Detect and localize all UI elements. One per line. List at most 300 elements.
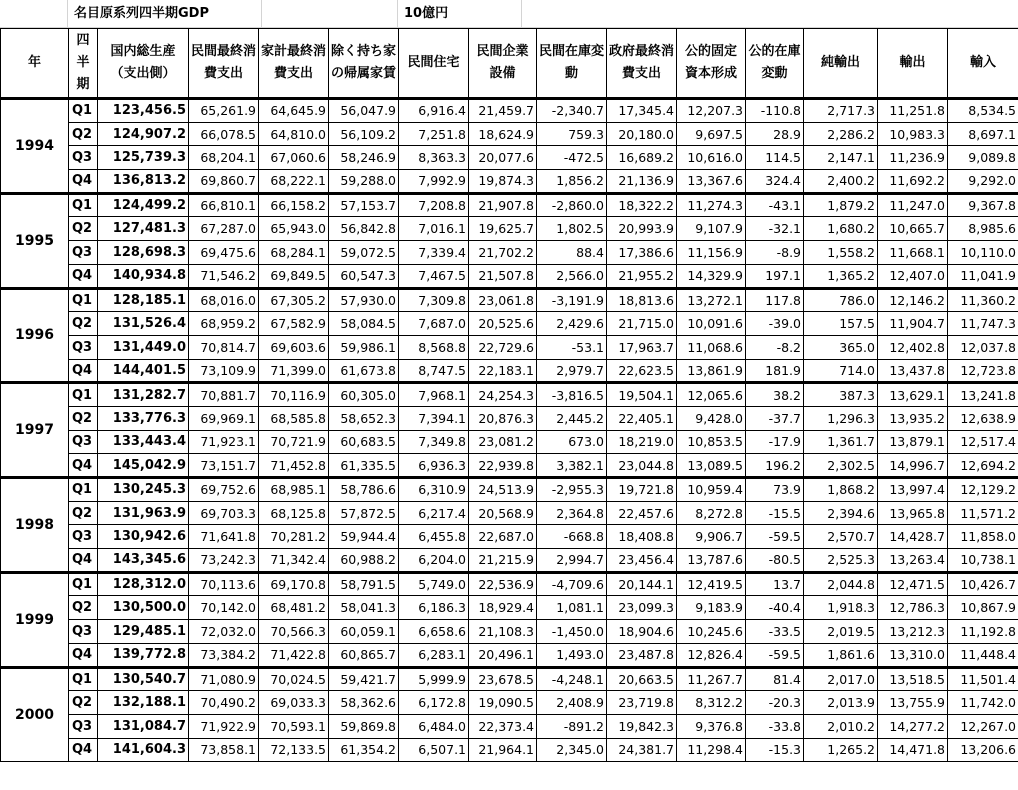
value-cell[interactable]: 71,452.8 (259, 454, 329, 478)
header-government-consumption[interactable]: 政府最終消費支出 (607, 29, 677, 99)
value-cell[interactable]: 13,965.8 (878, 501, 948, 525)
value-cell[interactable]: -43.1 (746, 193, 804, 217)
value-cell[interactable]: 6,217.4 (399, 501, 469, 525)
value-cell[interactable]: 1,918.3 (804, 596, 878, 620)
value-cell[interactable]: 2,013.9 (804, 691, 878, 715)
value-cell[interactable]: 61,354.2 (329, 738, 399, 762)
header-exports[interactable]: 輸出 (878, 29, 948, 99)
value-cell[interactable]: 64,810.0 (259, 122, 329, 146)
gdp-value-cell[interactable]: 136,813.2 (98, 170, 189, 194)
value-cell[interactable]: 1,802.5 (537, 217, 607, 241)
gdp-value-cell[interactable]: 128,698.3 (98, 241, 189, 265)
value-cell[interactable]: -33.5 (746, 620, 804, 644)
value-cell[interactable]: 2,019.5 (804, 620, 878, 644)
quarter-cell[interactable]: Q3 (69, 146, 98, 170)
value-cell[interactable]: 70,116.9 (259, 383, 329, 407)
value-cell[interactable]: 67,582.9 (259, 312, 329, 336)
value-cell[interactable]: 13,212.3 (878, 620, 948, 644)
value-cell[interactable]: 68,222.1 (259, 170, 329, 194)
value-cell[interactable]: 2,570.7 (804, 525, 878, 549)
quarter-cell[interactable]: Q2 (69, 122, 98, 146)
value-cell[interactable]: 8,363.3 (399, 146, 469, 170)
value-cell[interactable]: 73,384.2 (189, 643, 259, 667)
value-cell[interactable]: 5,749.0 (399, 572, 469, 596)
value-cell[interactable]: 28.9 (746, 122, 804, 146)
value-cell[interactable]: 19,721.8 (607, 478, 677, 502)
value-cell[interactable]: 12,207.3 (677, 99, 746, 123)
value-cell[interactable]: 70,566.3 (259, 620, 329, 644)
value-cell[interactable]: 12,037.8 (948, 335, 1018, 359)
value-cell[interactable]: 1,265.2 (804, 738, 878, 762)
value-cell[interactable]: 57,153.7 (329, 193, 399, 217)
value-cell[interactable]: 2,979.7 (537, 359, 607, 383)
gdp-value-cell[interactable]: 128,312.0 (98, 572, 189, 596)
value-cell[interactable]: 2,400.2 (804, 170, 878, 194)
value-cell[interactable]: 1,868.2 (804, 478, 878, 502)
value-cell[interactable]: 81.4 (746, 667, 804, 691)
value-cell[interactable]: 71,546.2 (189, 264, 259, 288)
gdp-value-cell[interactable]: 131,963.9 (98, 501, 189, 525)
quarter-cell[interactable]: Q1 (69, 99, 98, 123)
value-cell[interactable]: 387.3 (804, 383, 878, 407)
value-cell[interactable]: 10,245.6 (677, 620, 746, 644)
value-cell[interactable]: 18,408.8 (607, 525, 677, 549)
value-cell[interactable]: -20.3 (746, 691, 804, 715)
value-cell[interactable]: 69,849.5 (259, 264, 329, 288)
value-cell[interactable]: 13,755.9 (878, 691, 948, 715)
value-cell[interactable]: 1,861.6 (804, 643, 878, 667)
value-cell[interactable]: 61,335.5 (329, 454, 399, 478)
value-cell[interactable]: 1,856.2 (537, 170, 607, 194)
value-cell[interactable]: 6,455.8 (399, 525, 469, 549)
value-cell[interactable]: 11,068.6 (677, 335, 746, 359)
quarter-cell[interactable]: Q1 (69, 383, 98, 407)
gdp-value-cell[interactable]: 132,188.1 (98, 691, 189, 715)
value-cell[interactable]: 13,241.8 (948, 383, 1018, 407)
value-cell[interactable]: 20,876.3 (469, 406, 537, 430)
value-cell[interactable]: 324.4 (746, 170, 804, 194)
value-cell[interactable]: 13,263.4 (878, 549, 948, 573)
value-cell[interactable]: 66,810.1 (189, 193, 259, 217)
value-cell[interactable]: 59,421.7 (329, 667, 399, 691)
value-cell[interactable]: 72,032.0 (189, 620, 259, 644)
value-cell[interactable]: -110.8 (746, 99, 804, 123)
quarter-cell[interactable]: Q4 (69, 170, 98, 194)
value-cell[interactable]: 3,382.1 (537, 454, 607, 478)
quarter-cell[interactable]: Q2 (69, 691, 98, 715)
value-cell[interactable]: 19,874.3 (469, 170, 537, 194)
value-cell[interactable]: 68,585.8 (259, 406, 329, 430)
header-private-residential[interactable]: 民間住宅 (399, 29, 469, 99)
value-cell[interactable]: 69,969.1 (189, 406, 259, 430)
year-cell[interactable]: 1995 (1, 193, 69, 288)
value-cell[interactable]: 60,305.0 (329, 383, 399, 407)
value-cell[interactable]: 9,367.8 (948, 193, 1018, 217)
value-cell[interactable]: 8,534.5 (948, 99, 1018, 123)
value-cell[interactable]: 19,842.3 (607, 714, 677, 738)
value-cell[interactable]: 12,826.4 (677, 643, 746, 667)
quarter-cell[interactable]: Q4 (69, 264, 98, 288)
value-cell[interactable]: 7,309.8 (399, 288, 469, 312)
value-cell[interactable]: 2,147.1 (804, 146, 878, 170)
value-cell[interactable]: 7,208.8 (399, 193, 469, 217)
value-cell[interactable]: 60,059.1 (329, 620, 399, 644)
value-cell[interactable]: 68,204.1 (189, 146, 259, 170)
header-private-inventory[interactable]: 民間在庫変動 (537, 29, 607, 99)
value-cell[interactable]: 18,624.9 (469, 122, 537, 146)
value-cell[interactable]: 20,496.1 (469, 643, 537, 667)
gdp-value-cell[interactable]: 143,345.6 (98, 549, 189, 573)
value-cell[interactable]: 12,723.8 (948, 359, 1018, 383)
value-cell[interactable]: 20,663.5 (607, 667, 677, 691)
value-cell[interactable]: 23,487.8 (607, 643, 677, 667)
value-cell[interactable]: 23,061.8 (469, 288, 537, 312)
value-cell[interactable]: 70,113.6 (189, 572, 259, 596)
value-cell[interactable]: 69,033.3 (259, 691, 329, 715)
value-cell[interactable]: 21,459.7 (469, 99, 537, 123)
value-cell[interactable]: 71,080.9 (189, 667, 259, 691)
value-cell[interactable]: 69,475.6 (189, 241, 259, 265)
value-cell[interactable]: 7,339.4 (399, 241, 469, 265)
value-cell[interactable]: 6,310.9 (399, 478, 469, 502)
value-cell[interactable]: 88.4 (537, 241, 607, 265)
value-cell[interactable]: 8,568.8 (399, 335, 469, 359)
value-cell[interactable]: 2,525.3 (804, 549, 878, 573)
value-cell[interactable]: 11,247.0 (878, 193, 948, 217)
value-cell[interactable]: 60,865.7 (329, 643, 399, 667)
value-cell[interactable]: 22,939.8 (469, 454, 537, 478)
value-cell[interactable]: 2,017.0 (804, 667, 878, 691)
value-cell[interactable]: 10,110.0 (948, 241, 1018, 265)
value-cell[interactable]: 2,717.3 (804, 99, 878, 123)
value-cell[interactable]: 65,261.9 (189, 99, 259, 123)
header-private-consumption[interactable]: 民間最終消費支出 (189, 29, 259, 99)
header-private-nonresidential[interactable]: 民間企業設備 (469, 29, 537, 99)
quarter-cell[interactable]: Q4 (69, 454, 98, 478)
value-cell[interactable]: 72,133.5 (259, 738, 329, 762)
year-cell[interactable]: 1994 (1, 99, 69, 194)
value-cell[interactable]: 2,445.2 (537, 406, 607, 430)
value-cell[interactable]: 7,968.1 (399, 383, 469, 407)
value-cell[interactable]: 56,047.9 (329, 99, 399, 123)
value-cell[interactable]: -891.2 (537, 714, 607, 738)
value-cell[interactable]: 13,272.1 (677, 288, 746, 312)
gdp-value-cell[interactable]: 141,604.3 (98, 738, 189, 762)
value-cell[interactable]: 8,312.2 (677, 691, 746, 715)
value-cell[interactable]: 22,457.6 (607, 501, 677, 525)
value-cell[interactable]: -59.5 (746, 525, 804, 549)
value-cell[interactable]: 21,702.2 (469, 241, 537, 265)
value-cell[interactable]: 21,715.0 (607, 312, 677, 336)
value-cell[interactable]: 67,305.2 (259, 288, 329, 312)
value-cell[interactable]: -4,709.6 (537, 572, 607, 596)
value-cell[interactable]: 59,072.5 (329, 241, 399, 265)
value-cell[interactable]: 13,879.1 (878, 430, 948, 454)
value-cell[interactable]: -17.9 (746, 430, 804, 454)
value-cell[interactable]: 6,186.3 (399, 596, 469, 620)
value-cell[interactable]: 12,471.5 (878, 572, 948, 596)
value-cell[interactable]: 56,842.8 (329, 217, 399, 241)
header-year[interactable]: 年 (1, 29, 69, 99)
header-public-inventory[interactable]: 公的在庫変動 (746, 29, 804, 99)
value-cell[interactable]: 10,867.9 (948, 596, 1018, 620)
value-cell[interactable]: 12,694.2 (948, 454, 1018, 478)
value-cell[interactable]: 2,408.9 (537, 691, 607, 715)
value-cell[interactable]: 714.0 (804, 359, 878, 383)
value-cell[interactable]: 20,525.6 (469, 312, 537, 336)
value-cell[interactable]: 24,513.9 (469, 478, 537, 502)
value-cell[interactable]: 23,678.5 (469, 667, 537, 691)
quarter-cell[interactable]: Q1 (69, 667, 98, 691)
value-cell[interactable]: 11,192.8 (948, 620, 1018, 644)
value-cell[interactable]: 13,310.0 (878, 643, 948, 667)
quarter-cell[interactable]: Q1 (69, 572, 98, 596)
year-cell[interactable]: 1998 (1, 478, 69, 573)
quarter-cell[interactable]: Q2 (69, 501, 98, 525)
value-cell[interactable]: 6,204.0 (399, 549, 469, 573)
value-cell[interactable]: 19,504.1 (607, 383, 677, 407)
gdp-value-cell[interactable]: 130,942.6 (98, 525, 189, 549)
value-cell[interactable]: 22,405.1 (607, 406, 677, 430)
value-cell[interactable]: -3,816.5 (537, 383, 607, 407)
value-cell[interactable]: 12,129.2 (948, 478, 1018, 502)
quarter-cell[interactable]: Q1 (69, 193, 98, 217)
value-cell[interactable]: 71,342.4 (259, 549, 329, 573)
value-cell[interactable]: -40.4 (746, 596, 804, 620)
value-cell[interactable]: 14,428.7 (878, 525, 948, 549)
value-cell[interactable]: 8,697.1 (948, 122, 1018, 146)
value-cell[interactable]: 1,296.3 (804, 406, 878, 430)
value-cell[interactable]: 12,638.9 (948, 406, 1018, 430)
value-cell[interactable]: 114.5 (746, 146, 804, 170)
value-cell[interactable]: 5,999.9 (399, 667, 469, 691)
quarter-cell[interactable]: Q3 (69, 430, 98, 454)
value-cell[interactable]: -80.5 (746, 549, 804, 573)
quarter-cell[interactable]: Q2 (69, 406, 98, 430)
value-cell[interactable]: 13,935.2 (878, 406, 948, 430)
gdp-value-cell[interactable]: 140,934.8 (98, 264, 189, 288)
value-cell[interactable]: -59.5 (746, 643, 804, 667)
value-cell[interactable]: 673.0 (537, 430, 607, 454)
value-cell[interactable]: 24,254.3 (469, 383, 537, 407)
value-cell[interactable]: 13,997.4 (878, 478, 948, 502)
quarter-cell[interactable]: Q2 (69, 312, 98, 336)
year-cell[interactable]: 1997 (1, 383, 69, 478)
value-cell[interactable]: 9,697.5 (677, 122, 746, 146)
value-cell[interactable]: 1,361.7 (804, 430, 878, 454)
value-cell[interactable]: 1,365.2 (804, 264, 878, 288)
title-cell-empty[interactable] (0, 0, 68, 28)
value-cell[interactable]: 117.8 (746, 288, 804, 312)
value-cell[interactable]: 12,146.2 (878, 288, 948, 312)
value-cell[interactable]: 10,738.1 (948, 549, 1018, 573)
value-cell[interactable]: 24,381.7 (607, 738, 677, 762)
value-cell[interactable]: -472.5 (537, 146, 607, 170)
value-cell[interactable]: 71,641.8 (189, 525, 259, 549)
value-cell[interactable]: 6,172.8 (399, 691, 469, 715)
value-cell[interactable]: 67,287.0 (189, 217, 259, 241)
value-cell[interactable]: 10,091.6 (677, 312, 746, 336)
value-cell[interactable]: 60,988.2 (329, 549, 399, 573)
value-cell[interactable]: 58,786.6 (329, 478, 399, 502)
quarter-cell[interactable]: Q4 (69, 549, 98, 573)
value-cell[interactable]: 17,345.4 (607, 99, 677, 123)
value-cell[interactable]: 68,985.1 (259, 478, 329, 502)
value-cell[interactable]: 22,623.5 (607, 359, 677, 383)
value-cell[interactable]: 18,813.6 (607, 288, 677, 312)
quarter-cell[interactable]: Q1 (69, 478, 98, 502)
value-cell[interactable]: 70,142.0 (189, 596, 259, 620)
gdp-value-cell[interactable]: 139,772.8 (98, 643, 189, 667)
value-cell[interactable]: 18,929.4 (469, 596, 537, 620)
value-cell[interactable]: 8,272.8 (677, 501, 746, 525)
value-cell[interactable]: 6,936.3 (399, 454, 469, 478)
value-cell[interactable]: 10,959.4 (677, 478, 746, 502)
value-cell[interactable]: 11,448.4 (948, 643, 1018, 667)
value-cell[interactable]: 10,426.7 (948, 572, 1018, 596)
quarter-cell[interactable]: Q4 (69, 738, 98, 762)
value-cell[interactable]: 1,081.1 (537, 596, 607, 620)
value-cell[interactable]: 9,089.8 (948, 146, 1018, 170)
value-cell[interactable]: 13,367.6 (677, 170, 746, 194)
quarter-cell[interactable]: Q3 (69, 714, 98, 738)
value-cell[interactable]: 21,507.8 (469, 264, 537, 288)
quarter-cell[interactable]: Q3 (69, 620, 98, 644)
value-cell[interactable]: 7,467.5 (399, 264, 469, 288)
header-excl-imputed-rent[interactable]: 除く持ち家の帰属家賃 (329, 29, 399, 99)
value-cell[interactable]: 20,077.6 (469, 146, 537, 170)
value-cell[interactable]: 11,360.2 (948, 288, 1018, 312)
value-cell[interactable]: 68,481.2 (259, 596, 329, 620)
value-cell[interactable]: 6,507.1 (399, 738, 469, 762)
value-cell[interactable]: 6,484.0 (399, 714, 469, 738)
value-cell[interactable]: 73,858.1 (189, 738, 259, 762)
value-cell[interactable]: 181.9 (746, 359, 804, 383)
value-cell[interactable]: 786.0 (804, 288, 878, 312)
gdp-value-cell[interactable]: 130,500.0 (98, 596, 189, 620)
value-cell[interactable]: 13.7 (746, 572, 804, 596)
value-cell[interactable]: 58,652.3 (329, 406, 399, 430)
value-cell[interactable]: 59,944.4 (329, 525, 399, 549)
gdp-value-cell[interactable]: 144,401.5 (98, 359, 189, 383)
value-cell[interactable]: 68,016.0 (189, 288, 259, 312)
year-cell[interactable]: 2000 (1, 667, 69, 762)
value-cell[interactable]: 12,517.4 (948, 430, 1018, 454)
value-cell[interactable]: 7,251.8 (399, 122, 469, 146)
value-cell[interactable]: -2,860.0 (537, 193, 607, 217)
value-cell[interactable]: 73,151.7 (189, 454, 259, 478)
value-cell[interactable]: 59,869.8 (329, 714, 399, 738)
value-cell[interactable]: 2,044.8 (804, 572, 878, 596)
value-cell[interactable]: 73,242.3 (189, 549, 259, 573)
header-imports[interactable]: 輸入 (948, 29, 1018, 99)
value-cell[interactable]: 68,959.2 (189, 312, 259, 336)
value-cell[interactable]: 1,558.2 (804, 241, 878, 265)
value-cell[interactable]: 2,994.7 (537, 549, 607, 573)
value-cell[interactable]: 11,267.7 (677, 667, 746, 691)
header-household-consumption[interactable]: 家計最終消費支出 (259, 29, 329, 99)
value-cell[interactable]: 23,456.4 (607, 549, 677, 573)
value-cell[interactable]: 10,853.5 (677, 430, 746, 454)
value-cell[interactable]: 12,065.6 (677, 383, 746, 407)
value-cell[interactable]: -53.1 (537, 335, 607, 359)
gdp-value-cell[interactable]: 131,449.0 (98, 335, 189, 359)
unit-label[interactable]: 10億円 (398, 0, 522, 28)
gdp-value-cell[interactable]: 124,499.2 (98, 193, 189, 217)
value-cell[interactable]: 2,345.0 (537, 738, 607, 762)
value-cell[interactable]: 23,044.8 (607, 454, 677, 478)
value-cell[interactable]: 13,437.8 (878, 359, 948, 383)
quarter-cell[interactable]: Q4 (69, 359, 98, 383)
value-cell[interactable]: 1,493.0 (537, 643, 607, 667)
value-cell[interactable]: 17,963.7 (607, 335, 677, 359)
value-cell[interactable]: 18,219.0 (607, 430, 677, 454)
value-cell[interactable]: 69,703.3 (189, 501, 259, 525)
value-cell[interactable]: 13,861.9 (677, 359, 746, 383)
value-cell[interactable]: 56,109.2 (329, 122, 399, 146)
value-cell[interactable]: 12,786.3 (878, 596, 948, 620)
value-cell[interactable]: 59,986.1 (329, 335, 399, 359)
value-cell[interactable]: 18,904.6 (607, 620, 677, 644)
gdp-value-cell[interactable]: 131,282.7 (98, 383, 189, 407)
gdp-value-cell[interactable]: 128,185.1 (98, 288, 189, 312)
value-cell[interactable]: 21,215.9 (469, 549, 537, 573)
value-cell[interactable]: 70,024.5 (259, 667, 329, 691)
value-cell[interactable]: 7,349.8 (399, 430, 469, 454)
quarter-cell[interactable]: Q3 (69, 335, 98, 359)
value-cell[interactable]: 21,136.9 (607, 170, 677, 194)
value-cell[interactable]: 9,107.9 (677, 217, 746, 241)
value-cell[interactable]: 71,923.1 (189, 430, 259, 454)
gdp-value-cell[interactable]: 124,907.2 (98, 122, 189, 146)
value-cell[interactable]: 11,904.7 (878, 312, 948, 336)
value-cell[interactable]: 10,665.7 (878, 217, 948, 241)
header-quarter[interactable] (69, 29, 98, 99)
value-cell[interactable]: 759.3 (537, 122, 607, 146)
value-cell[interactable]: 70,281.2 (259, 525, 329, 549)
value-cell[interactable]: -1,450.0 (537, 620, 607, 644)
value-cell[interactable]: 71,922.9 (189, 714, 259, 738)
value-cell[interactable]: 22,536.9 (469, 572, 537, 596)
value-cell[interactable]: 2,010.2 (804, 714, 878, 738)
gdp-value-cell[interactable]: 133,443.4 (98, 430, 189, 454)
title-cell-empty[interactable] (522, 0, 1018, 28)
value-cell[interactable]: 22,183.1 (469, 359, 537, 383)
value-cell[interactable]: 1,879.2 (804, 193, 878, 217)
value-cell[interactable]: -4,248.1 (537, 667, 607, 691)
gdp-value-cell[interactable]: 145,042.9 (98, 454, 189, 478)
gdp-value-cell[interactable]: 130,540.7 (98, 667, 189, 691)
value-cell[interactable]: 9,428.0 (677, 406, 746, 430)
value-cell[interactable]: 7,394.1 (399, 406, 469, 430)
value-cell[interactable]: -33.8 (746, 714, 804, 738)
gdp-value-cell[interactable]: 131,084.7 (98, 714, 189, 738)
value-cell[interactable]: -2,955.3 (537, 478, 607, 502)
value-cell[interactable]: -668.8 (537, 525, 607, 549)
quarter-cell[interactable]: Q3 (69, 241, 98, 265)
value-cell[interactable]: 365.0 (804, 335, 878, 359)
value-cell[interactable]: 13,787.6 (677, 549, 746, 573)
value-cell[interactable]: 64,645.9 (259, 99, 329, 123)
value-cell[interactable]: 21,108.3 (469, 620, 537, 644)
value-cell[interactable]: 70,593.1 (259, 714, 329, 738)
value-cell[interactable]: 19,625.7 (469, 217, 537, 241)
value-cell[interactable]: -8.2 (746, 335, 804, 359)
value-cell[interactable]: 10,616.0 (677, 146, 746, 170)
value-cell[interactable]: 9,906.7 (677, 525, 746, 549)
value-cell[interactable]: 23,099.3 (607, 596, 677, 620)
value-cell[interactable]: 2,302.5 (804, 454, 878, 478)
